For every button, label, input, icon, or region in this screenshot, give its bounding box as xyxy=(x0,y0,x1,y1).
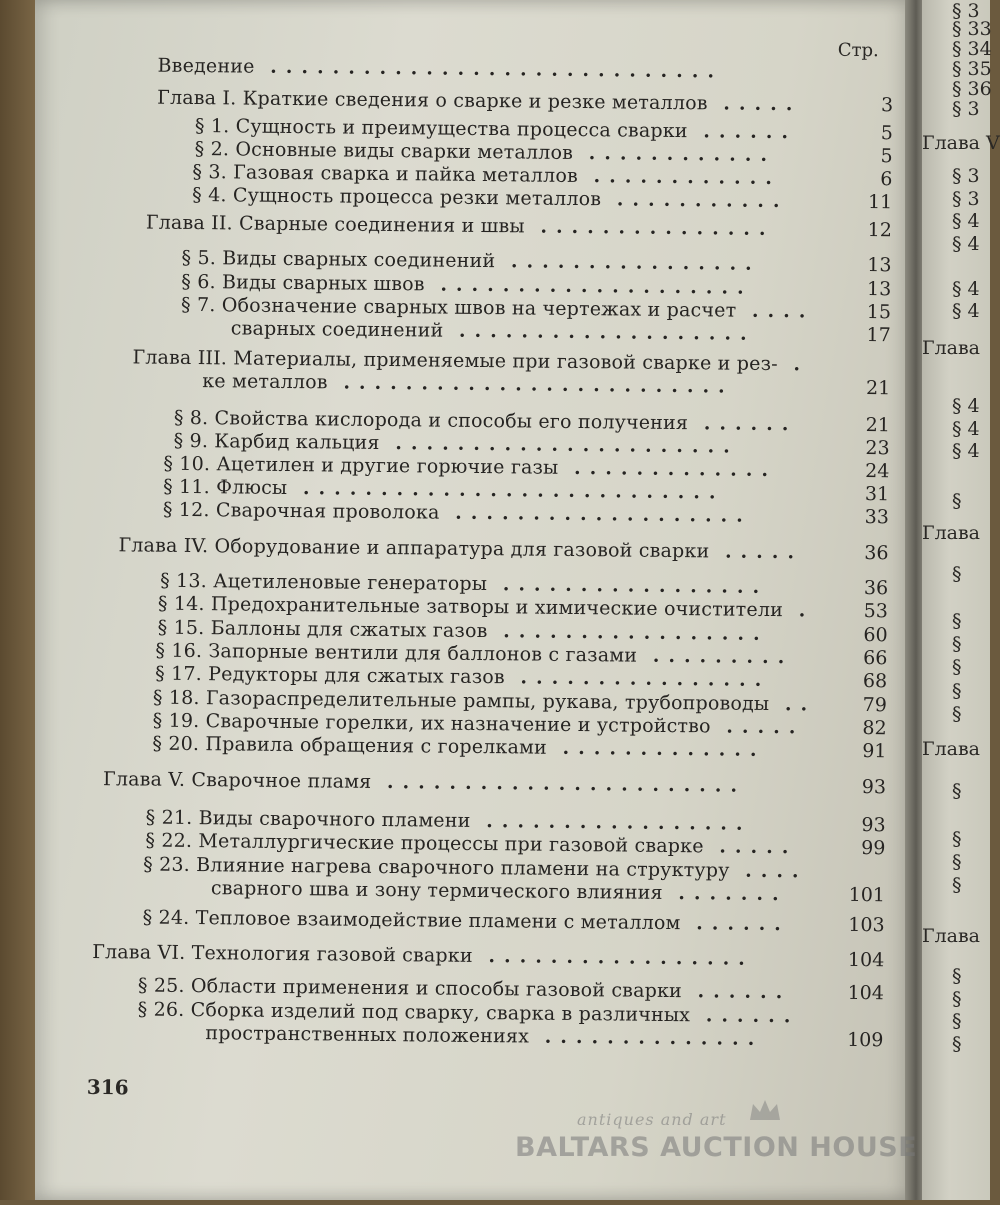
toc-entry-title: § 8. Свойства кислорода и способы его получения xyxy=(173,406,689,435)
right-page-line: § xyxy=(952,1033,962,1055)
toc-dot-leader: .............. xyxy=(528,1025,764,1050)
toc-entry-title: Глава II. Сварные соединения и швы xyxy=(145,211,525,238)
toc-dot-leader: ..... xyxy=(707,92,802,116)
toc-dot-leader: ................. xyxy=(470,809,752,835)
toc-entry-title: § 6. Виды сварных швов xyxy=(181,270,425,296)
toc-entry-page: 68 xyxy=(862,670,888,693)
right-page-line: § xyxy=(952,656,962,678)
toc-entry xyxy=(181,247,760,275)
toc-entry-title: § 15. Баллоны для сжатых газов xyxy=(157,616,488,643)
auction-watermark xyxy=(515,1110,918,1180)
toc-dot-leader: ....... xyxy=(662,881,788,906)
toc-dot-leader: ........................... xyxy=(287,476,725,504)
toc-dot-leader: ...... xyxy=(690,1004,800,1028)
right-page-line: § xyxy=(952,703,962,725)
toc-dot-leader: ........... xyxy=(601,188,789,213)
toc-entry-title: § 16. Запорные вентили для баллонов с газами xyxy=(155,639,638,667)
toc-dot-leader: ............ xyxy=(577,165,782,190)
toc-entry-title: § 18. Газораспределительные рампы, рукава, трубопроводы xyxy=(152,686,770,716)
toc-entry-title: сварного шва и зону термического влияния xyxy=(210,877,663,904)
toc-entry-title: Глава V. Сварочное пламя xyxy=(102,768,372,793)
toc-dot-leader: ............... xyxy=(524,215,775,241)
toc-dot-leader: .... xyxy=(729,859,808,883)
toc-entry-title: сварных соединений xyxy=(230,317,444,342)
right-page-line: § 4 xyxy=(952,395,980,417)
toc-dot-leader: ................ xyxy=(495,250,761,275)
toc-entry-title: § 11. Флюсы xyxy=(163,475,288,499)
right-page-line: § xyxy=(952,988,962,1010)
toc-entry-title: § 7. Обозначение сварных швов на чертежах и расчет xyxy=(180,293,737,322)
toc-dot-leader: ................. xyxy=(487,573,769,599)
toc-entry-page: 82 xyxy=(862,717,887,740)
toc-entry xyxy=(157,55,723,83)
toc-entry-title: Введение xyxy=(157,54,255,78)
toc-entry-title: § 26. Сборка изделий под сварку, сварка в различных xyxy=(137,998,691,1027)
toc-dot-leader: ................. xyxy=(472,944,754,970)
toc-dot-leader: ....................... xyxy=(371,770,747,797)
toc-dot-leader: ......................... xyxy=(327,371,734,398)
toc-entry-title: § 25. Области применения и способы газовой сварки xyxy=(137,974,683,1003)
toc-entry-title: § 10. Ацетилен и другие горючие газы xyxy=(163,452,559,479)
toc-dot-leader: ...... xyxy=(687,120,798,144)
toc-entry-page: 15 xyxy=(866,301,892,324)
right-page-line: § 34 xyxy=(952,38,992,60)
toc-entry-page: 104 xyxy=(847,981,885,1005)
right-page-line: § xyxy=(952,1010,962,1032)
toc-entry-page: 21 xyxy=(865,377,891,400)
toc-entry-page: 12 xyxy=(867,219,893,242)
toc-entry-title: § 20. Правила обращения с горелками xyxy=(152,732,548,759)
toc-dot-leader: ...... xyxy=(688,412,798,436)
toc-entry-page: 13 xyxy=(866,278,892,301)
toc-entry-page: 91 xyxy=(862,740,887,763)
toc-entry-page: 36 xyxy=(863,577,889,600)
toc-entry-title: § 24. Тепловое взаимодействие пламени с металлом xyxy=(142,906,681,935)
toc-dot-leader: ................ xyxy=(504,666,771,692)
right-page-line: § 3 xyxy=(952,98,980,120)
toc-entry-title: § 9. Карбид кальция xyxy=(173,429,380,454)
toc-entry-title: Глава VI. Технология газовой сварки xyxy=(92,940,473,967)
right-page-line: § xyxy=(952,633,962,655)
toc-entry-page: 17 xyxy=(866,324,891,347)
right-page-line: § xyxy=(952,680,962,702)
toc-entry-page: 99 xyxy=(861,837,886,860)
toc-entry-title: § 23. Влияние нагрева сварочного пламени на структуру xyxy=(143,853,730,882)
toc-entry-page: 60 xyxy=(863,624,888,647)
right-page-line: § xyxy=(952,874,962,896)
toc-entry-page: 5 xyxy=(880,122,894,145)
toc-dot-leader: ............................. xyxy=(254,55,724,83)
toc-entry-page: 5 xyxy=(880,145,893,168)
toc-entry-page: 36 xyxy=(864,542,889,565)
right-page-line: § 36 xyxy=(952,78,992,100)
toc-entry-title: § 17. Редукторы для сжатых газов xyxy=(155,662,505,689)
right-page-line: Глава xyxy=(922,522,981,544)
right-page-line: § 4 xyxy=(952,300,980,322)
right-page-line: § xyxy=(952,780,962,802)
toc-dot-leader: ................... xyxy=(443,319,756,345)
right-page-line: Глава xyxy=(922,738,981,760)
toc-entry xyxy=(211,877,788,905)
toc-dot-leader: ...... xyxy=(680,912,790,936)
right-page-line: § 3 xyxy=(952,0,980,22)
toc-entry xyxy=(118,534,803,563)
right-page-line: Глава V xyxy=(922,132,1000,154)
toc-dot-leader: ...................... xyxy=(379,431,739,458)
toc-entry xyxy=(103,768,746,797)
toc-entry-page: 109 xyxy=(847,1028,884,1052)
toc-entry-page: 6 xyxy=(880,168,893,191)
right-page-line: § 4 xyxy=(952,233,980,255)
toc-entry-page: 33 xyxy=(864,506,890,529)
toc-entry-page: 53 xyxy=(863,600,889,623)
right-page-line: § xyxy=(952,490,962,512)
toc-dot-leader: ................... xyxy=(439,501,752,527)
toc-entry-title: § 4. Сущность процесса резки металлов xyxy=(192,183,602,211)
toc-dot-leader: . xyxy=(782,599,815,622)
toc-entry-title: § 21. Виды сварочного пламени xyxy=(145,806,471,832)
toc-entry-page: 79 xyxy=(862,694,888,717)
toc-entry-title: § 2. Основные виды сварки металлов xyxy=(194,137,574,164)
toc-dot-leader: ............. xyxy=(546,736,766,761)
toc-entry-page: 31 xyxy=(864,483,890,506)
toc-entry-title: § 19. Сварочные горелки, их назначение и устройство xyxy=(152,709,711,738)
toc-entry-page: 21 xyxy=(865,414,890,437)
toc-entry xyxy=(146,211,775,240)
toc-entry-title: § 1. Сущность и преимущества процесса сварки xyxy=(194,114,688,143)
toc-entry-page: 93 xyxy=(861,814,886,837)
toc-entry-title: § 3. Газовая сварка и пайка металлов xyxy=(192,160,579,188)
toc-entry-page: 66 xyxy=(863,647,888,670)
toc-entry-page: 104 xyxy=(847,948,885,972)
toc-entry-title: § 14. Предохранительные затворы и химические очистители xyxy=(157,592,784,622)
toc-entry-title: § 13. Ацетиленовые генераторы xyxy=(160,569,488,596)
toc-entry-title: Глава I. Краткие сведения о сварке и резке металлов xyxy=(157,86,708,115)
toc-dot-leader: ...... xyxy=(681,980,792,1004)
toc-dot-leader: ..... xyxy=(709,540,804,564)
book-page-right xyxy=(922,0,1000,1200)
right-page-line: Глава xyxy=(922,337,981,359)
toc-dot-leader: ............. xyxy=(558,456,778,482)
toc-entry-title: ке металлов xyxy=(202,370,328,394)
toc-dot-leader: ..... xyxy=(703,835,798,859)
toc-entry-page: 23 xyxy=(865,437,890,460)
toc-entry-page: 13 xyxy=(867,254,892,277)
toc-entry-page: 93 xyxy=(861,776,887,799)
toc-dot-leader: .................... xyxy=(424,273,753,299)
right-page-line: Глава xyxy=(922,925,981,947)
toc-entry-title: § 12. Сварочная проволока xyxy=(162,498,440,524)
toc-entry-title: пространственных положениях xyxy=(205,1022,530,1048)
toc-entry xyxy=(143,906,790,935)
toc-dot-leader: ................. xyxy=(487,620,769,646)
toc-entry xyxy=(202,370,734,398)
toc-dot-leader: ............ xyxy=(572,141,777,167)
crown-icon xyxy=(747,1098,783,1122)
toc-dot-leader: .... xyxy=(736,299,815,323)
toc-entry xyxy=(231,317,756,344)
toc-entry-page: 3 xyxy=(880,94,894,117)
toc-dot-leader: .. xyxy=(769,693,817,716)
toc-dot-leader: ..... xyxy=(710,715,805,739)
right-page-line: § 3 xyxy=(952,165,980,187)
right-page-line: § 3 xyxy=(952,188,980,210)
book-page-number: 316 xyxy=(86,1074,129,1100)
toc-entry-title: § 5. Виды сварных соединений xyxy=(181,246,496,273)
right-page-line: § 35 xyxy=(952,58,992,80)
toc-entry-title: Глава III. Материалы, применяемые при газовой сварке и рез- xyxy=(132,346,778,376)
watermark-title: BALTARS AUCTION HOUSE xyxy=(515,1132,918,1163)
toc-entry-page: 11 xyxy=(867,191,893,214)
right-page-line: § 4 xyxy=(952,210,980,232)
toc-entry xyxy=(205,1022,763,1050)
right-page-line: § xyxy=(952,563,962,585)
toc-entry-page: 24 xyxy=(865,460,890,483)
right-page-line: § xyxy=(952,610,962,632)
right-page-line: § 4 xyxy=(952,440,980,462)
right-page-line: § xyxy=(952,965,962,987)
toc-dot-leader: ......... xyxy=(637,644,794,669)
page-column-header: Стр. xyxy=(837,39,879,62)
right-page-line: § 4 xyxy=(952,418,980,440)
watermark-subtitle: antiques and art xyxy=(577,1110,727,1129)
toc-entry-title: Глава IV. Оборудование и аппаратура для газовой сварки xyxy=(118,534,710,563)
right-page-line: § xyxy=(952,828,962,850)
toc-entry xyxy=(157,87,801,116)
right-page-line: § 4 xyxy=(952,278,980,300)
toc-entry-page: 101 xyxy=(848,883,886,907)
toc-dot-leader: . xyxy=(777,353,810,376)
toc-entry-page: 103 xyxy=(848,913,885,937)
toc-entry xyxy=(92,941,754,970)
toc-entry-title: § 22. Металлургические процессы при газовой сварке xyxy=(145,829,704,858)
right-page-line: § 33 xyxy=(952,18,992,40)
right-page-line: § xyxy=(952,851,962,873)
